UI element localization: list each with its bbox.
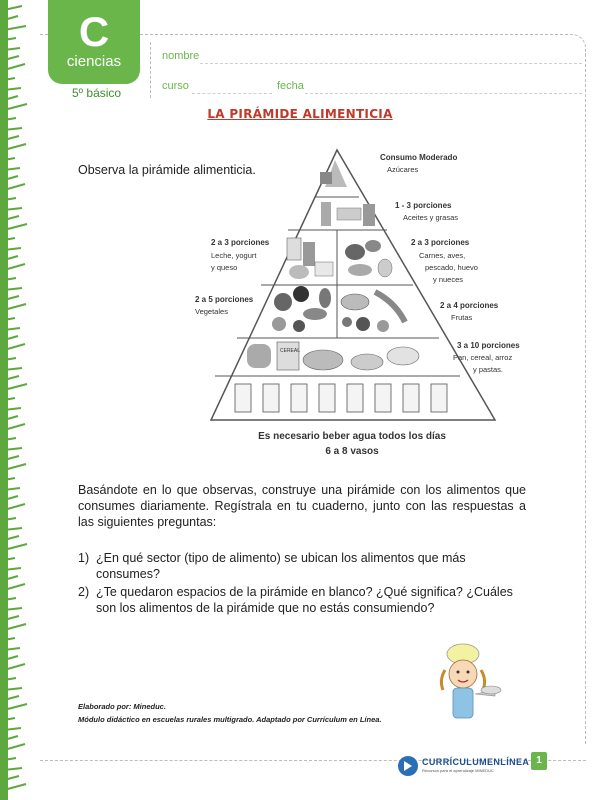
dairy-illustration — [287, 238, 333, 279]
label-fats-detail: Aceites y grasas — [403, 213, 459, 222]
meat-illustration — [345, 240, 392, 277]
name-field-line[interactable] — [200, 63, 582, 64]
label-vegetables-detail: Vegetales — [195, 307, 228, 316]
question-1 — [78, 550, 526, 582]
play-arrow-icon — [398, 756, 418, 776]
brand-name: CURRÍCULUMENLÍNEA — [422, 757, 530, 767]
label-sugars-detail: Azúcares — [387, 165, 419, 174]
label-sugars-heading: Consumo Moderado — [380, 153, 458, 162]
grade-label: 5º básico — [72, 86, 122, 100]
label-meat-detail-3: y nueces — [433, 275, 464, 284]
water-caption-line2: 6 a 8 vasos — [325, 446, 379, 457]
label-meat-heading: 2 a 3 porciones — [411, 238, 470, 247]
label-fruits-heading: 2 a 4 porciones — [440, 301, 499, 310]
instructions-paragraph: Basándote en lo que observas, construye una pirámide con los alimentos que consumes diariamente. Regístrala en tu cuaderno, junto con las respuestas a las siguientes preguntas: — [78, 483, 526, 529]
label-grains-heading: 3 a 10 porciones — [457, 341, 520, 350]
label-dairy-detail-2: y queso — [211, 263, 238, 272]
question-2-number: 2) — [78, 585, 90, 599]
page-number: 1 — [531, 752, 547, 770]
label-grains-detail-2: y pastas. — [473, 365, 504, 374]
subject-logo — [48, 0, 140, 84]
date-field-line[interactable] — [305, 93, 582, 94]
brand-tagline: Recursos para el aprendizaje MINEDUC — [422, 768, 494, 773]
course-field-line[interactable] — [192, 93, 272, 94]
fruits-illustration — [341, 292, 405, 332]
water-caption-line1: Es necesario beber agua todos los días — [258, 431, 446, 442]
intro-text: Observa la pirámide alimenticia. — [78, 163, 256, 177]
question-1-text: ¿En qué sector (tipo de alimento) se ubican los alimentos que más consumes? — [96, 551, 466, 581]
question-2 — [78, 584, 526, 616]
label-dairy-heading: 2 a 3 porciones — [211, 238, 270, 247]
food-pyramid — [195, 142, 520, 460]
name-field-label: nombre — [162, 50, 200, 62]
curriculum-en-linea-logo[interactable] — [398, 756, 528, 778]
svg-text:CEREAL: CEREAL — [280, 348, 301, 354]
label-meat-detail-2: pescado, huevo — [425, 263, 478, 272]
logo-letter: C — [78, 8, 110, 55]
subject-label: ciencias — [66, 53, 122, 70]
label-meat-detail-1: Carnes, aves, — [419, 251, 466, 260]
page-frame-right — [585, 54, 586, 744]
water-glasses — [235, 384, 447, 412]
course-field-label: curso — [162, 80, 189, 92]
chef-illustration — [425, 640, 505, 725]
credits-line-2: Módulo didáctico en escuelas rurales multigrado. Adaptado por Currículum en Línea. — [78, 715, 382, 724]
label-grains-detail-1: Pan, cereal, arroz — [453, 353, 513, 362]
label-vegetables-heading: 2 a 5 porciones — [195, 295, 254, 304]
date-field-label: fecha — [277, 80, 304, 92]
credits — [78, 700, 382, 726]
label-fruits-detail: Frutas — [451, 313, 473, 322]
sweets-illustration — [320, 160, 347, 187]
label-fats-heading: 1 - 3 porciones — [395, 201, 452, 210]
label-dairy-detail-1: Leche, yogurt — [211, 251, 257, 260]
page-title: LA PIRÁMIDE ALIMENTICIA — [207, 107, 393, 121]
grains-illustration — [247, 342, 419, 370]
question-2-text: ¿Te quedaron espacios de la pirámide en blanco? ¿Qué significa? ¿Cuáles son los alimentos de la pirámide que no estás consumiendo? — [96, 585, 513, 615]
credits-line-1: Elaborado por: Mineduc. — [78, 702, 166, 711]
fats-illustration — [321, 202, 375, 226]
header-separator — [150, 42, 151, 98]
vegetables-illustration — [272, 286, 331, 332]
question-1-number: 1) — [78, 551, 90, 565]
